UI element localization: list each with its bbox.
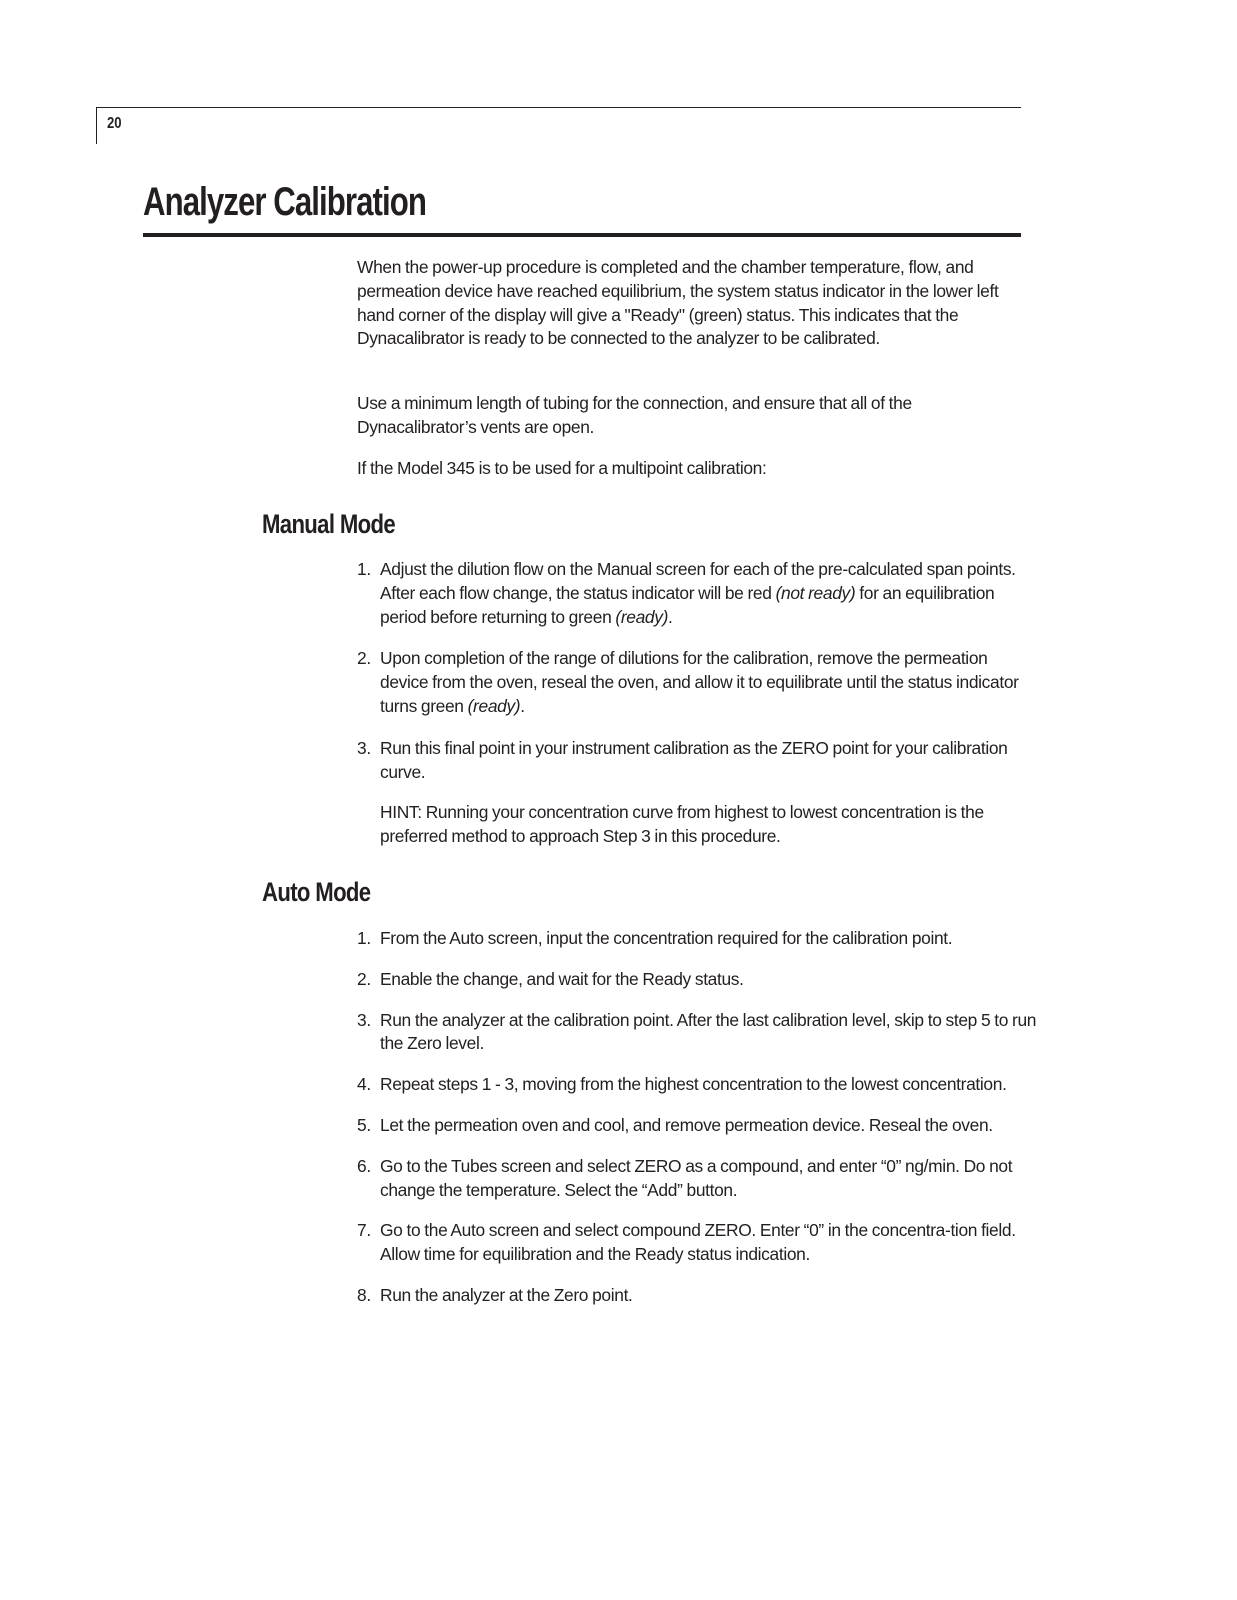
- step-number: 3.: [357, 1009, 371, 1030]
- step-text: From the Auto screen, input the concentration required for the calibration point.: [380, 928, 953, 948]
- list-item: [357, 1284, 1037, 1308]
- step-number: 5.: [357, 1114, 371, 1135]
- step-number: 6.: [357, 1155, 371, 1176]
- step-text: Repeat steps 1 - 3, moving from the highest concentration to the lowest concentration.: [380, 1074, 1007, 1095]
- manual-mode-heading: Manual Mode: [262, 509, 396, 539]
- list-item: [357, 927, 1037, 951]
- step-number: 2.: [357, 968, 371, 989]
- intro-paragraph-3: [357, 457, 1029, 481]
- intro-paragraph-2: [357, 392, 1029, 440]
- step-text: Go to the Tubes screen and select ZERO as a compound, and enter “0” ng/min. Do not change the temperature. Select the “Add” button.: [380, 1155, 1013, 1200]
- intro-text-3: If the Model 345 is to be used for a multipoint calibration:: [357, 458, 767, 478]
- step-text: Adjust the dilution flow on the Manual screen for each of the pre-calculated span points. After each flow change, the status indicator will be red: [380, 559, 1016, 603]
- step-number: 8.: [357, 1284, 371, 1305]
- manual-mode-steps: [357, 558, 1037, 849]
- step-text: Enable the change, and wait for the Ready status.: [380, 968, 744, 989]
- auto-mode-steps: [357, 927, 1037, 1308]
- list-item: [357, 1114, 1037, 1138]
- page-title: Analyzer Calibration: [143, 180, 426, 224]
- list-item: [357, 1073, 1037, 1097]
- step-text: Run the analyzer at the Zero point.: [380, 1284, 633, 1305]
- step-number: 7.: [357, 1220, 371, 1241]
- step-italic: (ready): [615, 606, 669, 627]
- step-text: Run this final point in your instrument calibration as the ZERO point for your calibration curve.: [380, 737, 1008, 782]
- auto-mode-heading: Auto Mode: [262, 877, 371, 907]
- step-text: Upon completion of the range of dilutions for the calibration, remove the permeation device from the oven, reseal the oven, and allow it to equilibrate until the status indicator turns green: [380, 648, 1019, 716]
- step-number: 2.: [357, 648, 371, 669]
- list-item: [357, 1219, 1037, 1267]
- step-text: Let the permeation oven and cool, and remove permeation device. Reseal the oven.: [380, 1114, 993, 1135]
- list-item: [357, 737, 1037, 785]
- intro-text-1: When the power-up procedure is completed and the chamber temperature, flow, and permeation device have reached equilibrium, the system status indicator in the lower left hand corner of the display will give a "Ready" (green) status. This indicates that the Dynacalibrator is ready to be connected to the analyzer to be calibrated.: [357, 257, 999, 349]
- hint-text: HINT: Running your concentration curve from highest to lowest concentration is the preferred method to approach Step 3 in this procedure.: [380, 802, 984, 847]
- list-item: [357, 1009, 1037, 1057]
- step-text: for an equilibration period before returning to green: [380, 582, 995, 627]
- list-item: [357, 647, 1037, 718]
- step-number: 1.: [357, 559, 371, 579]
- title-rule: [143, 233, 1021, 237]
- step-number: 3.: [357, 737, 371, 758]
- intro-paragraph-1: [357, 256, 1029, 351]
- step-text: Go to the Auto screen and select compound ZERO. Enter “0” in the concentra-tion field. Allow time for equilibration and the Ready status indication.: [380, 1220, 1016, 1265]
- step-text: Run the analyzer at the calibration point. After the last calibration level, skip to step 5 to run the Zero level.: [380, 1009, 1037, 1054]
- step-italic: (ready): [467, 695, 521, 716]
- step-number: 4.: [357, 1074, 371, 1095]
- list-item: [357, 968, 1037, 992]
- page-number: 20: [107, 115, 122, 132]
- intro-text-2: Use a minimum length of tubing for the connection, and ensure that all of the Dynacalibrator’s vents are open.: [357, 393, 912, 437]
- header-rule: [96, 107, 1021, 108]
- list-item: [357, 1155, 1037, 1203]
- list-item: [357, 558, 1037, 629]
- hint-note: [357, 801, 1037, 849]
- step-number: 1.: [357, 928, 371, 948]
- step-italic: (not ready): [775, 582, 856, 603]
- header-vertical-rule: [96, 107, 97, 144]
- step-text: .: [668, 606, 673, 627]
- step-text: .: [520, 695, 525, 716]
